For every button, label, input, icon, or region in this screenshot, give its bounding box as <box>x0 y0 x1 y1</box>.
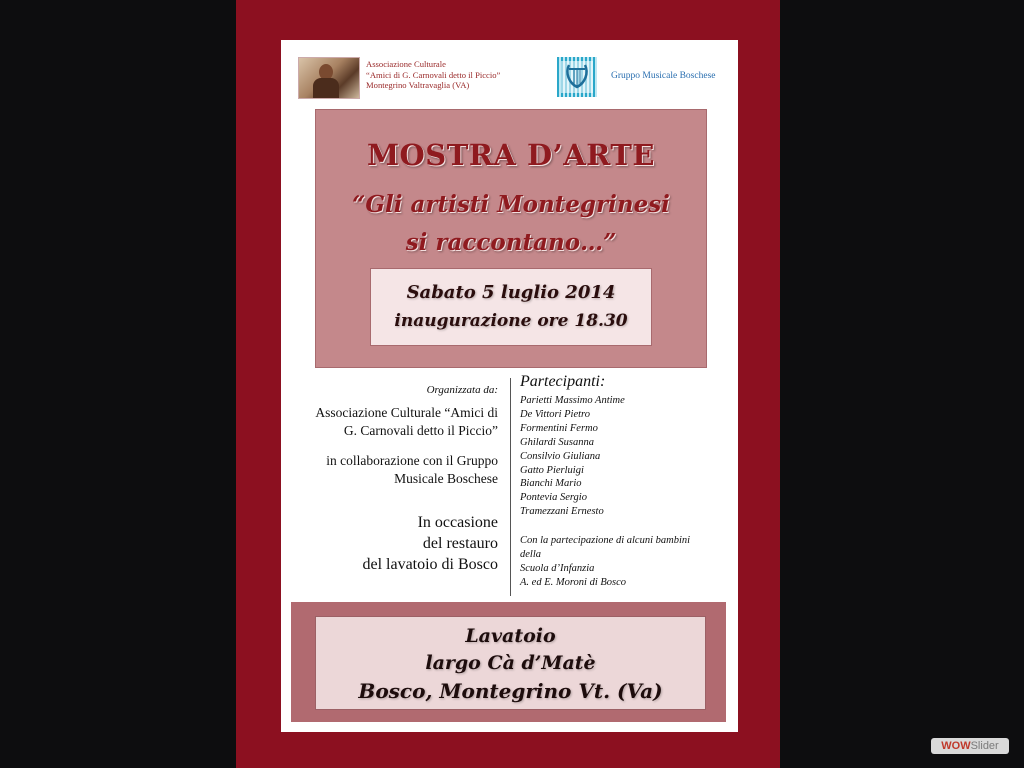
poster-title: MOSTRA D’ARTE <box>366 138 656 172</box>
venue-panel <box>291 602 726 722</box>
note-line-4: A. ed E. Moroni di Bosco <box>520 576 627 588</box>
participant-item: Pontevia Sergio <box>520 492 587 504</box>
wowslider-watermark[interactable] <box>931 738 1009 754</box>
note-line-2: della <box>520 549 541 561</box>
music-group-name: Gruppo Musicale Boschese <box>611 71 716 81</box>
organizer-line-2: G. Carnovali detto il Piccio” <box>343 423 498 438</box>
venue-line-3: Bosco, Montegrino Vt. (Va) <box>358 679 663 703</box>
occasion-line-1: In occasione <box>417 514 498 531</box>
participant-item: Ghilardi Susanna <box>520 436 594 448</box>
collaboration-text <box>291 452 498 488</box>
organizer-name <box>291 404 498 440</box>
participants-list <box>520 394 730 519</box>
venue-line-2: largo Cà d’Matè <box>425 652 596 674</box>
note-line-3: Scuola d’Infanzia <box>520 562 595 574</box>
organizers-column <box>291 380 498 575</box>
column-divider <box>510 378 511 596</box>
participants-column <box>520 373 730 590</box>
association-line-2: “Amici di G. Carnovali detto il Piccio” <box>366 69 501 80</box>
poster <box>281 40 738 732</box>
participant-item: Gatto Pierluigi <box>520 464 584 476</box>
association-line-3: Montegrino Valtravaglia (VA) <box>366 80 470 90</box>
association-text <box>366 59 500 91</box>
venue-line-1: Lavatoio <box>465 625 556 647</box>
occasion-line-3: del lavatoio di Bosco <box>362 556 498 573</box>
organizer-line-1: Associazione Culturale “Amici di <box>315 405 498 420</box>
opening-time: inaugurazione ore 18.30 <box>394 311 628 331</box>
poster-subtitle <box>316 186 706 262</box>
participant-item: Consilvio Giuliana <box>520 450 601 462</box>
watermark-part-2: Slider <box>970 740 999 752</box>
title-panel <box>315 109 707 368</box>
collab-line-2: Musicale Boschese <box>394 471 498 486</box>
header-right-logo <box>557 57 732 97</box>
lyre-icon <box>557 57 597 97</box>
participant-item: Bianchi Mario <box>520 478 582 490</box>
subtitle-line-1: “Gli artisti Montegrinesi <box>352 191 670 218</box>
note-line-1: Con la partecipazione di alcuni bambini <box>520 535 691 547</box>
participants-title: Partecipanti: <box>520 373 606 390</box>
association-line-1: Associazione Culturale <box>366 59 446 69</box>
children-note <box>520 534 730 590</box>
event-date: Sabato 5 luglio 2014 <box>406 282 616 303</box>
watermark-part-1: WOW <box>941 740 971 752</box>
organized-label: Organizzata da: <box>426 384 498 396</box>
participant-item: Parietti Massimo Antime <box>520 395 625 406</box>
date-panel <box>370 268 652 346</box>
participant-item: Tramezzani Ernesto <box>520 506 604 518</box>
participant-item: De Vittori Pietro <box>520 408 590 420</box>
portrait-image <box>298 57 360 99</box>
occasion-text <box>291 512 498 575</box>
subtitle-line-2: si raccontano…” <box>405 229 617 256</box>
header-left-logo <box>298 57 518 99</box>
venue-inner-box <box>315 616 706 710</box>
participant-item: Formentini Fermo <box>520 422 598 434</box>
collab-line-1: in collaborazione con il Gruppo <box>326 453 498 468</box>
occasion-line-2: del restauro <box>422 535 498 552</box>
